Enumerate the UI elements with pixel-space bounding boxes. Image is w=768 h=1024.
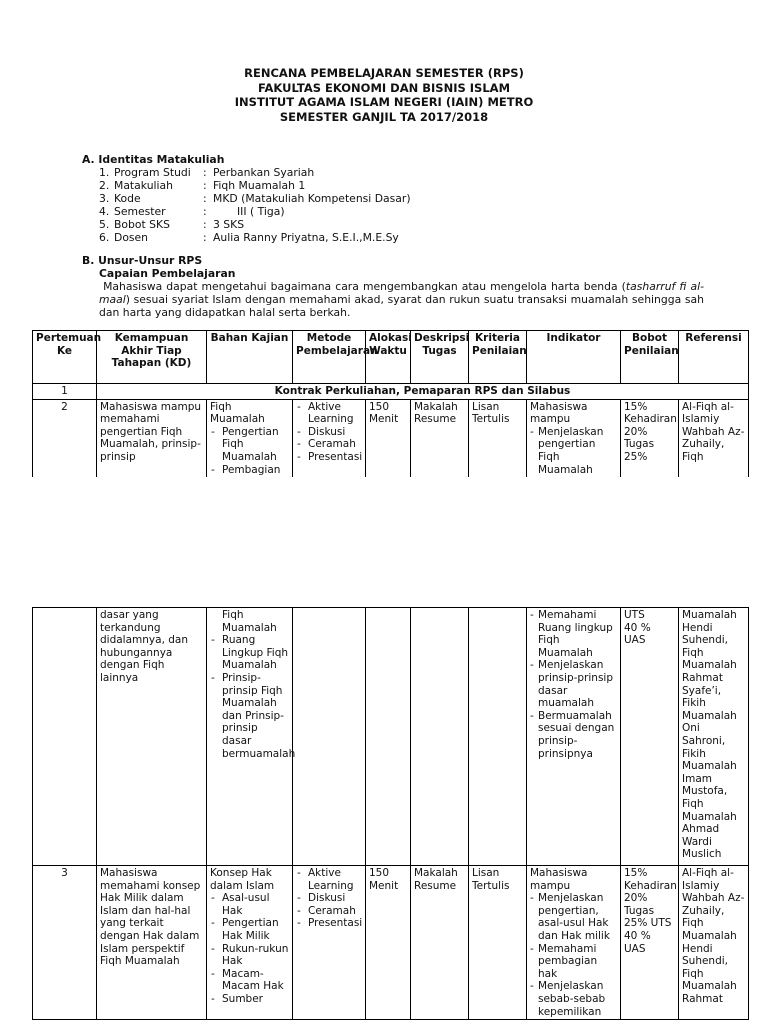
list-item: - Bermuamalah sesuai dengan prinsip-prinsipnya: [530, 710, 617, 760]
item-number: 3.: [99, 192, 110, 205]
item-sep: :: [203, 179, 207, 192]
item-number: 5.: [99, 218, 110, 231]
item-number: 6.: [99, 231, 110, 244]
cell-alokasi: 150 Menit: [366, 866, 411, 1020]
cell-kontrak: Kontrak Perkuliahan, Pemaparan RPS dan Silabus: [97, 384, 749, 400]
cell-kriteria: Lisan Tertulis: [469, 399, 527, 477]
bobot-line: 20% Tugas: [624, 425, 655, 451]
cell-kriteria: [469, 608, 527, 866]
list-item: - Menjelaskan pengertian Fiqh Muamalah: [530, 426, 617, 476]
cell-tugas: [411, 608, 469, 866]
item-value: Fiqh Muamalah 1: [213, 179, 306, 192]
rps-table-part-1: [32, 330, 749, 477]
item-value: Aulia Ranny Priyatna, S.E.I.,M.E.Sy: [213, 231, 399, 244]
cell-referensi: Al-Fiqh al-Islamiy Wahbah Az-Zuhaily, Fiqh: [679, 399, 749, 477]
table-header-row: [33, 331, 749, 384]
item-sep: :: [203, 166, 207, 179]
cell-kd: dasar yang terkandung didalamnya, dan hubungannya dengan Fiqh lainnya: [97, 608, 207, 866]
cell-metode: [293, 608, 366, 866]
rps-table-part-2: [32, 607, 749, 1020]
cell-indikator: [527, 399, 621, 477]
cell-tugas: Makalah Resume: [411, 866, 469, 1020]
title-line-4: SEMESTER GANJIL TA 2017/2018: [279, 109, 489, 124]
section-identitas: [82, 153, 411, 244]
list-item: - Presentasi: [296, 451, 362, 464]
identitas-list: [99, 166, 411, 244]
cell-bahan: [207, 608, 296, 866]
item-value: MKD (Matakuliah Kompetensi Dasar): [213, 192, 411, 205]
list-item: - Macam-Macam Hak: [210, 968, 289, 993]
cell-bobot: [621, 399, 679, 477]
cell-referensi: Muamalah Hendi Suhendi, Fiqh Muamalah Rahmat Syafe’i, Fikih Muamalah Oni Sahroni, Fikih Muamalah Imam Mustofa, Fiqh Muamalah Ahmad Wardi Muslich: [679, 608, 749, 866]
indikator-title: Mahasiswa mampu: [530, 400, 588, 426]
item-sep: :: [203, 218, 207, 231]
table-row: [33, 384, 749, 400]
list-item: - Sumber: [210, 993, 289, 1006]
bahan-list: [210, 892, 289, 1005]
col-header: Deskripsi Tugas: [411, 331, 469, 384]
bobot-line: 40 %: [624, 621, 651, 634]
list-item: - Aktive Learning: [296, 867, 362, 892]
item-key: Semester: [114, 205, 166, 218]
cell-metode: [293, 866, 366, 1020]
title-line-2: FAKULTAS EKONOMI DAN BISNIS ISLAM: [257, 80, 511, 95]
list-item: - Pengertian Fiqh Muamalah: [210, 426, 289, 464]
capaian-heading: Capaian Pembelajaran: [99, 267, 236, 280]
bahan-list: [210, 634, 296, 760]
list-item: - Pembagian: [210, 464, 289, 477]
item-value: Perbankan Syariah: [213, 166, 315, 179]
para-text-italic: tasharruf fi al-maal: [99, 280, 705, 306]
section-b-heading: B. Unsur-Unsur RPS: [82, 254, 203, 267]
section-a-heading: A. Identitas Matakuliah: [82, 153, 225, 166]
bobot-line: 15% Kehadiran: [624, 867, 677, 892]
list-item: - Memahami Ruang lingkup Fiqh Muamalah: [530, 609, 617, 659]
para-text-end: ) sesuai syariat Islam dengan memahami akad, syarat dan rukun suatu transaksi muamalah sehingga sah dan harta yang didapatkan halal serta berkah.: [99, 293, 704, 319]
para-text-start: Mahasiswa dapat mengetahui bagaimana cara mengembangkan atau mengelola harta benda (: [103, 280, 626, 293]
list-item: - Asal-usul Hak: [210, 892, 289, 917]
col-header: Metode Pembelajaran: [293, 331, 366, 384]
list-item: - Ruang Lingkup Fiqh Muamalah: [210, 634, 289, 672]
identitas-item: [99, 192, 411, 205]
list-item: - Ceramah: [296, 438, 362, 451]
col-header: Bobot Penilaian: [621, 331, 679, 384]
cell-alokasi: [366, 608, 411, 866]
bahan-title: Konsep Hak dalam Islam: [210, 867, 275, 892]
cell-pertemuan: 3: [33, 866, 97, 1020]
identitas-item: [99, 166, 411, 179]
list-item: - Diskusi: [296, 426, 362, 439]
col-header: Pertemuan Ke: [33, 331, 97, 384]
cell-kd: Mahasiswa memahami konsep Hak Milik dalam Islam dan hal-hal yang terkait dengan Hak dalam Islam perspektif Fiqh Muamalah: [97, 866, 207, 1020]
item-sep: :: [203, 192, 207, 205]
identitas-item: [99, 179, 411, 192]
bobot-line: UAS: [624, 634, 646, 647]
identitas-item: [99, 205, 411, 218]
indikator-list: [530, 426, 617, 476]
cell-bahan: [207, 866, 293, 1020]
item-key: Kode: [114, 192, 141, 205]
metode-list: [296, 401, 362, 464]
title-line-3: INSTITUT AGAMA ISLAM NEGERI (IAIN) METRO: [234, 95, 534, 109]
document-title: [0, 66, 768, 124]
item-key: Program Studi: [114, 166, 191, 179]
bobot-line: 15% Kehadiran: [624, 400, 677, 426]
col-header: Alokasi Waktu: [366, 331, 411, 384]
list-item: - Aktive Learning: [296, 401, 362, 426]
cell-pertemuan: 2: [33, 399, 97, 477]
indikator-list: [530, 892, 617, 1018]
list-item: - Menjelaskan pengertian, asal-usul Hak dan Hak milik: [530, 892, 617, 942]
bahan-continued: Fiqh Muamalah: [222, 609, 277, 634]
cell-kriteria: Lisan Tertulis: [469, 866, 527, 1020]
cell-referensi: Al-Fiqh al-Islamiy Wahbah Az-Zuhaily, Fiqh Muamalah Hendi Suhendi, Fiqh Muamalah Rahmat: [679, 866, 749, 1020]
bahan-title: Fiqh Muamalah: [210, 400, 265, 426]
cell-tugas: Makalah Resume: [411, 399, 469, 477]
list-item: - Rukun-rukun Hak: [210, 943, 289, 968]
item-key: Dosen: [114, 231, 149, 244]
metode-list: [296, 867, 362, 930]
item-number: 4.: [99, 205, 110, 218]
bobot-line: UAS: [624, 942, 646, 955]
bobot-line: 20% Tugas: [624, 892, 655, 917]
title-line-1: RENCANA PEMBELAJARAN SEMESTER (RPS): [244, 66, 524, 80]
table-row: [33, 608, 749, 866]
col-header: Kemampuan Akhir Tiap Tahapan (KD): [97, 331, 207, 384]
col-header: Kriteria Penilaian: [469, 331, 527, 384]
cell-bobot: [621, 866, 679, 1020]
cell-bahan: [207, 399, 293, 477]
item-number: 1.: [99, 166, 110, 179]
cell-kd: Mahasiswa mampu memahami pengertian Fiqh Muamalah, prinsip-prinsip: [97, 399, 207, 477]
table-row: [33, 399, 749, 477]
item-value: 3 SKS: [213, 218, 245, 231]
bobot-line: UTS: [624, 609, 645, 621]
identitas-item: [99, 231, 411, 244]
cell-alokasi: 150 Menit: [366, 399, 411, 477]
cell-bobot: [621, 608, 679, 866]
cell-indikator: [527, 866, 621, 1020]
list-item: - Pengertian Hak Milik: [210, 917, 289, 942]
list-item: - Ceramah: [296, 905, 362, 918]
table-row: [33, 866, 749, 1020]
item-sep: :: [203, 231, 207, 244]
capaian-paragraph: [82, 280, 704, 319]
item-number: 2.: [99, 179, 110, 192]
cell-metode: [293, 399, 366, 477]
indikator-list: [530, 609, 617, 760]
col-header: Indikator: [527, 331, 621, 384]
list-item: - Prinsip-prinsip Fiqh Muamalah dan Prinsip-prinsip dasar bermuamalah: [210, 672, 289, 760]
cell-indikator: [527, 608, 621, 866]
indikator-title: Mahasiswa mampu: [530, 867, 588, 892]
list-item: - Presentasi: [296, 917, 362, 930]
item-key: Bobot SKS: [114, 218, 170, 231]
list-item: - Memahami pembagian hak: [530, 943, 617, 981]
item-sep: :: [203, 205, 207, 218]
item-key: Matakuliah: [114, 179, 174, 192]
bahan-list: [210, 426, 289, 476]
section-unsur-rps: [82, 254, 704, 319]
list-item: - Menjelaskan prinsip-prinsip dasar muamalah: [530, 659, 617, 709]
cell-pertemuan: 1: [33, 384, 97, 400]
bobot-line: 25% UTS: [624, 917, 672, 930]
list-item: - Diskusi: [296, 892, 362, 905]
cell-pertemuan: [33, 608, 97, 866]
bobot-line: 25%: [624, 450, 648, 463]
item-value: III ( Tiga): [237, 205, 285, 218]
col-header: Bahan Kajian: [207, 331, 293, 384]
identitas-item: [99, 218, 411, 231]
bobot-line: 40 %: [624, 929, 651, 942]
col-header: Referensi: [679, 331, 749, 384]
list-item: - Menjelaskan sebab-sebab kepemilikan: [530, 980, 617, 1018]
